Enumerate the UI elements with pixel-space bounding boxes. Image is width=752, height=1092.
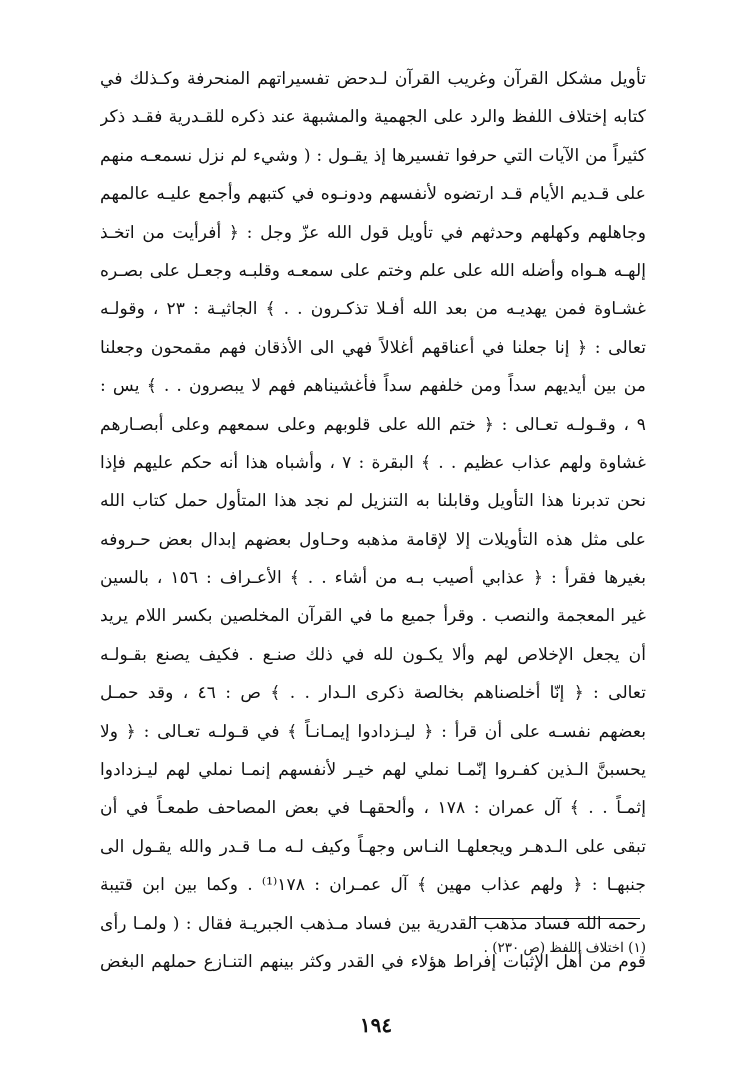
text-line: تبقى على الـدهـر ويجعلهـا النـاس وجهـاً وكيف لـه مـا قـدر والله يقـول الى [100, 836, 646, 857]
text-line: بعضهم نفسـه على أن قرأ : ﴿ ليـزدادوا إيمـانـاً ﴾ في قـولـه تعـالى : ﴿ ولا [100, 721, 646, 742]
text-line: تأويل مشكل القرآن وغريب القرآن لـدحض تفسيراتهم المنحرفة وكـذلك في [100, 69, 646, 89]
body-text [100, 60, 646, 981]
text-line: جنبهـا : ﴿ ولهم عذاب مهين ﴾ آل عمـران : ١٧٨⁽¹⁾ . وكما بين ابن قتيبة [100, 875, 646, 896]
text-line: رحمه الله فساد مذهب القدرية بين فساد مـذهب الجبريـة فقال : ( ولمـا رأى [100, 913, 646, 934]
text-line: كثيراً من الآيات التي حرفوا تفسيرها إذ يقـول : ( وشيء لم نزل نسمعـه منهم [100, 145, 646, 166]
text-line: ٩ ، وقـولـه تعـالى : ﴿ ختم الله على قلوبهم وعلى سمعهم وعلى أبصـارهم [100, 414, 646, 435]
text-line: يحسبنَّ الـذين كفـروا إنّمـا نملي لهم خيـر لأنفسهم إنمـا نملي لهم ليـزدادوا [100, 760, 646, 781]
text-line: نحن تدبرنا هذا التأويل وقابلنا به التنزيل لم نجد هذا المتأول حمل كتاب الله [100, 491, 646, 512]
text-line: كتابه إختلاف اللفظ والرد على الجهمية والمشبهة عند ذكره للقـدرية فقـد ذكر [100, 107, 646, 128]
text-line: غير المعجمة والنصب . وقرأ جميع ما في القرآن المخلصين بكسر اللام يريد [100, 606, 646, 627]
text-line: بغيرها فقرأ : ﴿ عذابي أصيب بـه من أشاء . . ﴾ الأعـراف : ١٥٦ ، بالسين [100, 568, 646, 589]
text-line: وجاهلهم وكهلهم وحدثهم في تأويل قول الله عزّ وجل : ﴿ أفرأيت من اتخـذ [100, 222, 646, 243]
text-line: أن يجعل الإخلاص لهم وألا يكـون لله في ذلك صنـع . فكيف يصنع بقـولـه [100, 644, 646, 665]
text-line: غشاوة ولهم عذاب عظيم . . ﴾ البقرة : ٧ ، وأشباه هذا أنه حكم عليهم فإذا [100, 452, 646, 473]
text-line: على مثل هذه التأويلات إلا لإقامة مذهبه وحـاول بعضهم إبدال بعض حـروفه [100, 529, 646, 550]
text-line: تعالى : ﴿ إنّا أخلصناهم بخالصة ذكرى الـدار . . ﴾ ص : ٤٦ ، وقد حمـل [100, 683, 646, 704]
text-line: غشـاوة فمن يهديـه من بعد الله أفـلا تذكـرون . . ﴾ الجاثيـة : ٢٣ ، وقولـه [100, 299, 646, 320]
footnote-separator [470, 918, 640, 919]
footnote: (١) اختلاف اللفظ (ص ٢٣٠) . [483, 940, 646, 956]
page-number: ١٩٤ [359, 1013, 393, 1037]
text-line: قوم من أهل الإثبات إفراط هؤلاء في القدر وكثر بينهم التنـازع حملهم البغض [100, 951, 646, 972]
text-line: من بين أيديهم سداً ومن خلفهم سداً فأغشيناهم فهم لا يبصرون . . ﴾ يس : [100, 376, 646, 397]
text-line: إثمـاً . . ﴾ آل عمران : ١٧٨ ، وألحقهـا في بعض المصاحف طمعـاً في أن [100, 798, 646, 819]
text-line: إلهـه هـواه وأضله الله على علم وختم على سمعـه وقلبـه وجعـل على بصـره [100, 260, 646, 281]
text-line: على قـديم الأيام قـد ارتضوه لأنفسهم ودونـوه في كتبهم وأجمع عليـه عالمهم [100, 184, 646, 205]
text-line: تعالى : ﴿ إنا جعلنا في أعناقهم أغلالاً فهي الى الأذقان فهم مقمحون وجعلنا [100, 337, 646, 358]
